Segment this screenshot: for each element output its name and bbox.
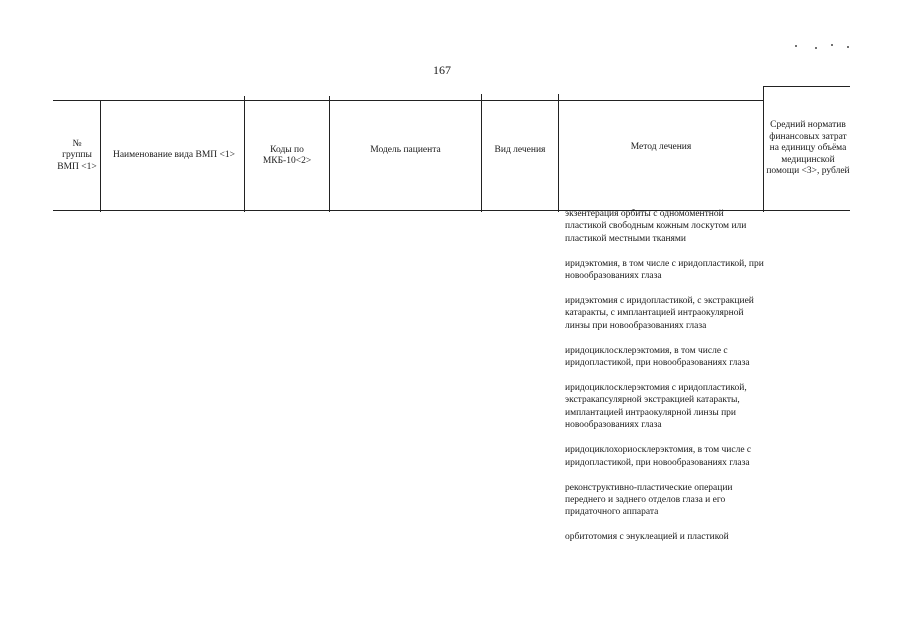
list-item: реконструктивно-пластические операции переднего и заднего отделов глаза и его придаточного аппарата bbox=[565, 482, 733, 518]
list-item: иридоциклосклерэктомия, в том числе с иридопластикой, при новообразованиях глаза bbox=[565, 345, 750, 369]
page-number: 167 bbox=[433, 63, 451, 77]
list-item: экзентерация орбиты с одномоментной пластикой свободным кожным лоскутом или пластикой местными тканями bbox=[565, 209, 747, 244]
col-divider bbox=[100, 100, 101, 212]
col-divider bbox=[481, 94, 482, 212]
header-average-cost: Средний норматив финансовых затрат на единицу объёма медицинской помощи <3>, рублей bbox=[766, 120, 850, 177]
list-item: иридэктомия с иридопластикой, с экстракцией катаракты, с имплантацией интраокулярной линзы при новообразованиях глаза bbox=[565, 296, 754, 331]
table-header bbox=[53, 86, 850, 212]
header-patient-model: Модель пациента bbox=[370, 145, 441, 156]
col-divider bbox=[329, 96, 330, 212]
list-item: иридэктомия, в том числе с иридопластикой, при новообразованиях глаза bbox=[565, 258, 764, 282]
header-treatment-type: Вид лечения bbox=[494, 145, 546, 156]
header-vmp-name: Наименование вида ВМП <1> bbox=[112, 150, 236, 161]
col-divider bbox=[763, 86, 764, 212]
header-treatment-method: Метод лечения bbox=[630, 142, 692, 153]
treatment-method-list bbox=[565, 208, 765, 556]
list-item: иридоциклохориосклерэктомия, в том числе с иридопластикой, при новообразованиях глаза bbox=[565, 445, 752, 468]
list-item: иридоциклосклерэктомия с иридопластикой, экстракапсулярной экстракцией катаракты, имплантацией интраокулярной линзы при новообразованиях глаза bbox=[565, 383, 747, 431]
scan-artifact-dots bbox=[795, 42, 855, 52]
col-divider bbox=[558, 94, 559, 212]
col-divider bbox=[244, 96, 245, 212]
header-group-number: № группы ВМП <1> bbox=[57, 138, 97, 172]
table-top-rule-last-col bbox=[763, 86, 850, 87]
table-top-rule bbox=[53, 100, 763, 101]
list-item: орбитотомия с энуклеацией и пластикой bbox=[565, 532, 729, 543]
header-icd-codes: Коды по МКБ-10<2> bbox=[262, 144, 312, 166]
